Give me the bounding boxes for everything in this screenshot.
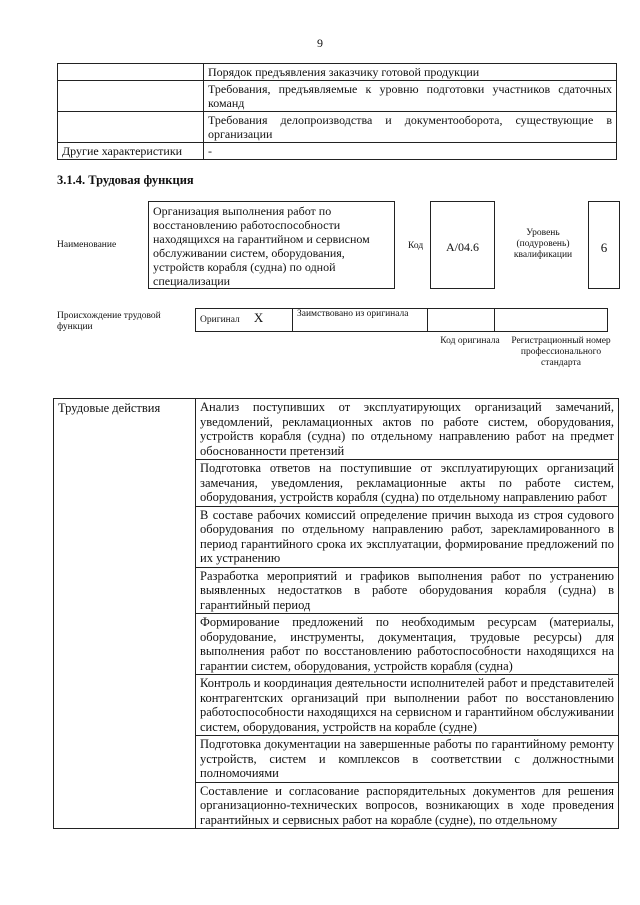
section-title: 3.1.4. Трудовая функция bbox=[57, 173, 194, 187]
characteristics-table bbox=[57, 63, 617, 160]
labor-action-item: Подготовка ответов на поступившие от эксплуатирующих организаций замечания, уведомления, рекламационные акты по работе систем, оборудования, устройств корабля (судна) по отдельному направлению работ bbox=[196, 460, 619, 507]
function-name-box: Организация выполнения работ по восстановлению работоспособности находящихся на гарантийном и сервисном обслуживании систем, оборудования, устройств корабля (судна) по одной специализации bbox=[148, 201, 395, 289]
original-mark: X bbox=[253, 310, 264, 325]
name-label: Наименование bbox=[57, 240, 117, 250]
registration-number-caption: Регистрационный номер профессионального стандарта bbox=[511, 336, 611, 368]
other-characteristics-value: - bbox=[204, 143, 617, 160]
labor-action-item: Формирование предложений по необходимым ресурсам (материалы, оборудование, инструменты, документация, трудовые ресурсы) для выполнения работ по восстановлению работоспособности находящихся на гарантии систем, оборудования, устройств корабля (судна) bbox=[196, 614, 619, 675]
labor-action-item: Контроль и координация деятельности исполнителей работ и представителей контрагентских организаций при выполнении работ по восстановлению работоспособности находящихся на сервисном и гарантийном обслуживании систем, оборудования, устройств на корабле (судне) bbox=[196, 675, 619, 736]
labor-action-item: Подготовка документации на завершенные работы по гарантийному ремонту устройств, систем и комплексов в соответствии с должностными полномочиями bbox=[196, 736, 619, 783]
table-row bbox=[54, 399, 619, 460]
code-label: Код bbox=[408, 241, 424, 251]
labor-action-item: Разработка мероприятий и графиков выполнения работ по устранению выявленных недостатков в работе оборудования корабля (судна) в гарантийный период bbox=[196, 567, 619, 614]
page-number: 9 bbox=[317, 36, 323, 50]
origin-label: Происхождение трудовой функции bbox=[57, 311, 161, 332]
table-row bbox=[58, 112, 617, 143]
labor-actions-table bbox=[53, 398, 619, 829]
registration-number-cell bbox=[495, 309, 608, 332]
table-row bbox=[196, 309, 608, 332]
labor-action-item: Составление и согласование распорядительных документов для решения организационно-технических вопросов, возникающих в ходе проведения гарантийных и сервисных работ на корабле (судне), по отдельному bbox=[196, 782, 619, 829]
table-row bbox=[58, 81, 617, 112]
function-code-box: A/04.6 bbox=[430, 201, 495, 289]
table-row bbox=[58, 143, 617, 160]
origin-table bbox=[195, 308, 608, 332]
original-label: Оригинал bbox=[200, 315, 240, 325]
original-code-cell bbox=[428, 309, 495, 332]
original-code-caption: Код оригинала bbox=[440, 336, 500, 346]
table-row bbox=[58, 64, 617, 81]
requirement-cell: Порядок предъявления заказчику готовой продукции bbox=[204, 64, 617, 81]
other-characteristics-label: Другие характеристики bbox=[58, 143, 204, 160]
requirement-cell: Требования, предъявляемые к уровню подготовки участников сдаточных команд bbox=[204, 81, 617, 112]
empty-cell bbox=[58, 81, 204, 112]
level-value-box: 6 bbox=[588, 201, 620, 289]
labor-action-item: В составе рабочих комиссий определение причин выхода из строя судового оборудования по отдельному направлению работ, зарекламированного в период гарантийного срока их эксплуатации, формирование предложений по их устранению bbox=[196, 506, 619, 567]
original-cell bbox=[196, 309, 293, 332]
empty-cell bbox=[58, 64, 204, 81]
level-label: Уровень (подуровень) квалификации bbox=[513, 228, 573, 260]
empty-cell bbox=[58, 112, 204, 143]
labor-action-item: Анализ поступивших от эксплуатирующих организаций замечаний, уведомлений, рекламационных актов по работе систем, оборудования, устройств корабля (судна) по отдельному направлению работ на предмет обоснованности претензий bbox=[196, 399, 619, 460]
labor-actions-label: Трудовые действия bbox=[54, 399, 196, 829]
borrowed-cell: Заимствовано из оригинала bbox=[293, 309, 428, 332]
requirement-cell: Требования делопроизводства и документооборота, существующие в организации bbox=[204, 112, 617, 143]
